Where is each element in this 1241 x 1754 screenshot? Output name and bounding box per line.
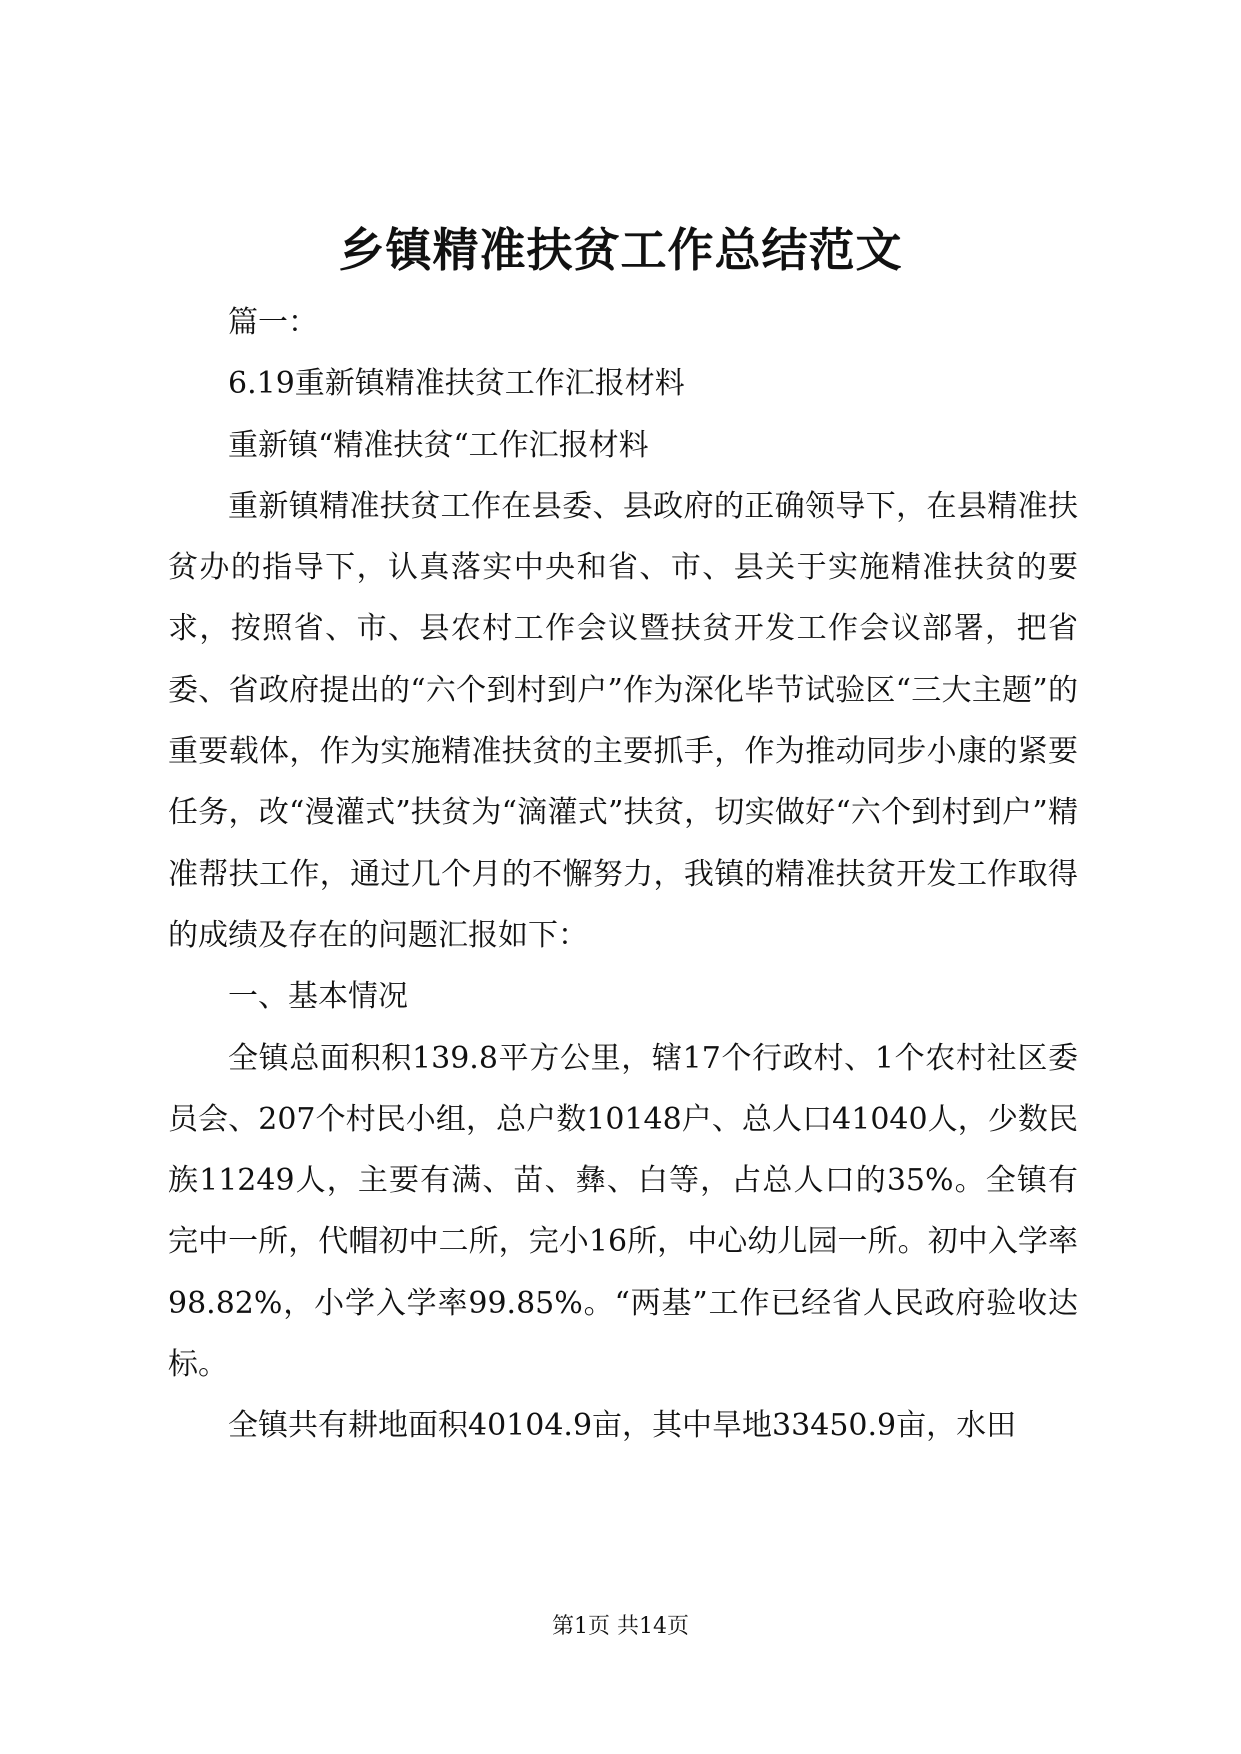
paragraph-heading-basic-info: 一、基本情况 — [228, 979, 408, 1015]
paragraph-section-label: 篇一： — [228, 305, 318, 340]
paragraph-subtitle: 6.19重新镇精准扶贫工作汇报材料 — [228, 366, 685, 402]
page-number: 第1页 共14页 — [552, 1614, 689, 1639]
paragraph-report-title: 重新镇“精准扶贫“工作汇报材料 — [228, 427, 649, 463]
document-title: 乡镇精准扶贫工作总结范文 — [338, 223, 903, 277]
paragraph-farmland: 全镇共有耕地面积40104.9亩，其中旱地33450.9亩，水田 — [228, 1408, 1017, 1444]
document-body — [168, 292, 1078, 1457]
paragraph-basic-info: 全镇总面积积139.8平方公里，辖17个行政村、1个农村社区委员会、207个村民小组，总户数10148户、总人口41040人，少数民族11249人，主要有满、苗、彝、白等，占总人口的35%。全镇有完中一所，代帽初中二所，完小16所，中心幼儿园一所。初中入学率98.82%，小学入学率99.85%。“两基”工作已经省人民政府验收达标。 — [168, 1040, 1078, 1383]
paragraph-introduction: 重新镇精准扶贫工作在县委、县政府的正确领导下，在县精准扶贫办的指导下，认真落实中央和省、市、县关于实施精准扶贫的要求，按照省、市、县农村工作会议暨扶贫开发工作会议部署，把省委、省政府提出的“六个到村到户”作为深化毕节试验区“三大主题”的重要载体，作为实施精准扶贫的主要抓手，作为推动同步小康的紧要任务，改“漫灌式”扶贫为“滴灌式”扶贫，切实做好“六个到村到户”精准帮扶工作，通过几个月的不懈努力，我镇的精准扶贫开发工作取得的成绩及存在的问题汇报如下： — [168, 488, 1078, 953]
